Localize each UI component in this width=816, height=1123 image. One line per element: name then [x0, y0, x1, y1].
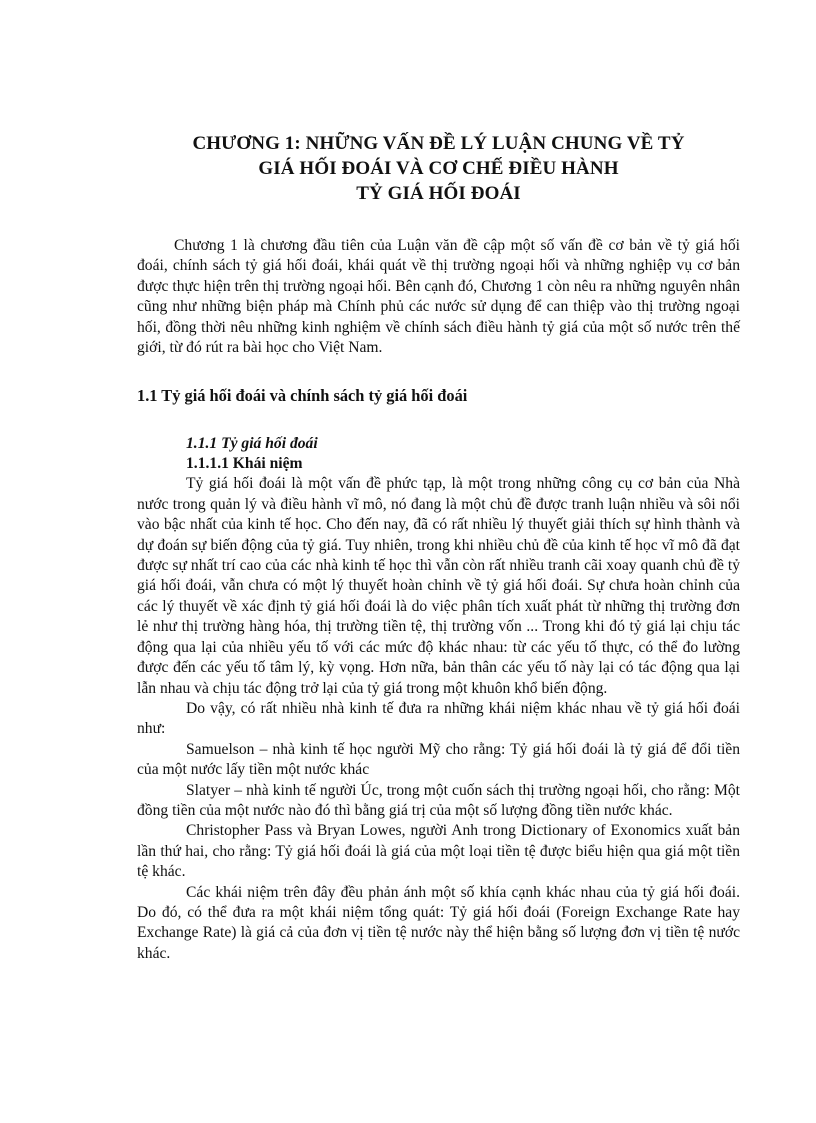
intro-paragraph: Chương 1 là chương đầu tiên của Luận văn đề cập một số vấn đề cơ bản về tỷ giá hối đoái, chính sách tỷ giá hối đoái, khái quát về thị trường ngoại hối và những nghiệp vụ cơ bản được thực hiện trên thị trường ngoại hối. Bên cạnh đó, Chương 1 còn nêu ra những nguyên nhân cũng như những biện pháp mà Chính phủ các nước sử dụng để can thiệp vào thị trường ngoại hối, đồng thời nêu những kinh nghiệm về chính sách điều hành tỷ giá của một số nước trên thế giới, từ đó rút ra bài học cho Việt Nam.	[137, 237, 740, 357]
chapter-title-line-1: CHƯƠNG 1: NHỮNG VẤN ĐỀ LÝ LUẬN CHUNG VỀ TỶ	[192, 133, 685, 154]
chapter-title	[137, 131, 740, 206]
chapter-title-line-3: TỶ GIÁ HỐI ĐOÁI	[356, 183, 521, 204]
body-paragraph: Samuelson – nhà kinh tế học người Mỹ cho rằng: Tỷ giá hối đoái là tỷ giá để đổi tiền của một nước lấy tiền một nước khác	[137, 740, 740, 779]
body-paragraph: Các khái niệm trên đây đều phản ánh một số khía cạnh khác nhau của tỷ giá hối đoái. Do đó, có thể đưa ra một khái niệm tổng quát: Tỷ giá hối đoái (Foreign Exchange Rate hay Exchange Rate) là giá cả của đơn vị tiền tệ nước này thể hiện bằng số lượng đơn vị tiền tệ nước khác.	[137, 883, 740, 962]
body-paragraph: Slatyer – nhà kinh tế người Úc, trong một cuốn sách thị trường ngoại hối, cho rằng: Một đồng tiền của một nước nào đó thì bằng giá trị của một số lượng đồng tiền nước khác.	[137, 781, 740, 819]
body-paragraph: Tỷ giá hối đoái là một vấn đề phức tạp, là một trong những công cụ cơ bản của Nhà nước trong quản lý và điều hành vĩ mô, nó đang là một chủ đề được tranh luận nhiều và sôi nổi vào bậc nhất của kinh tế học. Cho đến nay, đã có rất nhiều lý thuyết giải thích sự hình thành và dự đoán sự biến động của tỷ giá. Tuy nhiên, trong khi nhiều chủ đề của kinh tế học vĩ mô đã đạt được sự nhất trí cao của các nhà kinh tế học thì vẫn còn rất nhiều tranh cãi xoay quanh chủ đề tỷ giá hối đoái, vẫn chưa có một lý thuyết hoàn chỉnh về tỷ giá hối đoái. Sự chưa hoàn chỉnh của các lý thuyết về xác định tỷ giá hối đoái là do việc phân tích xuất phát từ những thị trường đơn lẻ như thị trường hàng hóa, thị trường tiền tệ, thị trường vốn ... Trong khi đó tỷ giá lại chịu tác động qua lại của nhiều yếu tố với các mức độ khác nhau: từ các yếu tố thực, có thể đo lường được đến các yếu tố tâm lý, kỳ vọng. Hơn nữa, bản thân các yếu tố này lại có tác động qua lại lẫn nhau và chịu tác động trở lại của tỷ giá trong một khuôn khổ biến động.	[137, 475, 740, 697]
body-paragraph: Christopher Pass và Bryan Lowes, người Anh trong Dictionary of Exonomics xuất bản lần thứ hai, cho rằng: Tỷ giá hối đoái là giá của một loại tiền tệ được biểu hiện qua giá một tiền tệ khác.	[137, 822, 740, 881]
page-content	[137, 131, 740, 964]
subsubsection-heading: 1.1.1.1 Khái niệm	[186, 455, 303, 473]
chapter-title-line-2: GIÁ HỐI ĐOÁI VÀ CƠ CHẾ ĐIỀU HÀNH	[258, 158, 619, 179]
body-paragraph: Do vậy, có rất nhiều nhà kinh tế đưa ra những khái niệm khác nhau về tỷ giá hối đoái như:	[137, 699, 740, 738]
section-heading: 1.1 Tỷ giá hối đoái và chính sách tỷ giá hối đoái	[137, 386, 468, 406]
subsection-heading: 1.1.1 Tỷ giá hối đoái	[186, 435, 318, 453]
